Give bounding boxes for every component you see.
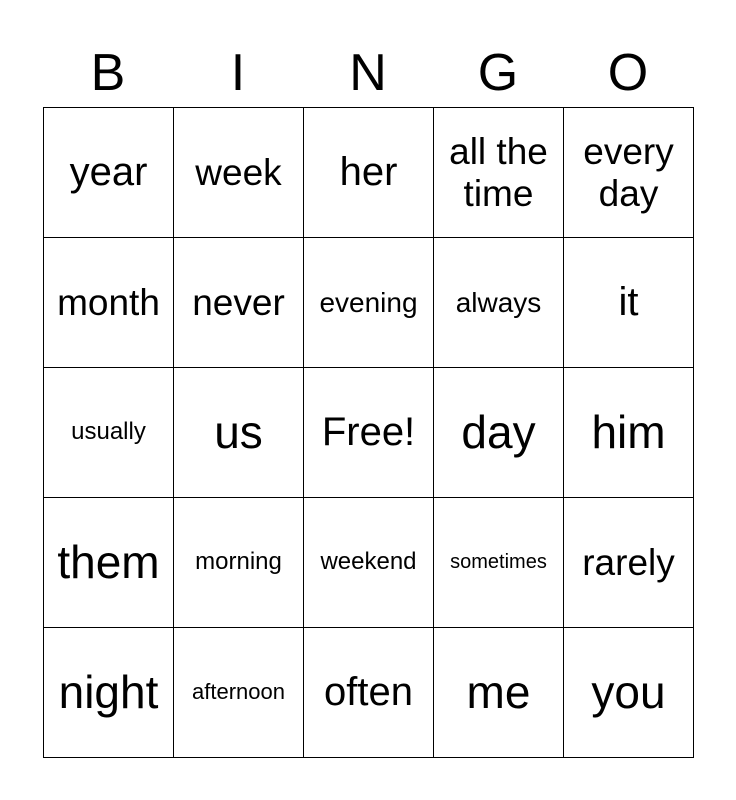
bingo-cell-r3-c5[interactable]: him xyxy=(564,368,694,498)
bingo-cell-r5-c1[interactable]: night xyxy=(44,628,174,758)
bingo-cell-r4-c2[interactable]: morning xyxy=(174,498,304,628)
bingo-cell-r1-c3[interactable]: her xyxy=(304,108,434,238)
bingo-cell-r5-c5[interactable]: you xyxy=(564,628,694,758)
header-letter-b: B xyxy=(90,44,126,102)
bingo-cell-r4-c1[interactable]: them xyxy=(44,498,174,628)
bingo-cell-r1-c1[interactable]: year xyxy=(44,108,174,238)
bingo-board xyxy=(43,107,694,758)
bingo-cell-r3-c1[interactable]: usually xyxy=(44,368,174,498)
bingo-cell-r5-c4[interactable]: me xyxy=(434,628,564,758)
bingo-header xyxy=(43,40,693,106)
bingo-cell-r4-c3[interactable]: weekend xyxy=(304,498,434,628)
bingo-cell-r5-c3[interactable]: often xyxy=(304,628,434,758)
bingo-cell-r1-c2[interactable]: week xyxy=(174,108,304,238)
bingo-cell-r4-c5[interactable]: rarely xyxy=(564,498,694,628)
bingo-cell-r1-c4[interactable]: all the time xyxy=(434,108,564,238)
bingo-cell-r1-c5[interactable]: every day xyxy=(564,108,694,238)
bingo-cell-r5-c2[interactable]: afternoon xyxy=(174,628,304,758)
bingo-cell-r2-c5[interactable]: it xyxy=(564,238,694,368)
header-letter-o: O xyxy=(607,44,649,102)
header-letter-i: I xyxy=(230,44,246,102)
bingo-cell-r2-c2[interactable]: never xyxy=(174,238,304,368)
bingo-cell-r3-c2[interactable]: us xyxy=(174,368,304,498)
bingo-cell-r3-c3[interactable]: Free! xyxy=(304,368,434,498)
bingo-cell-r3-c4[interactable]: day xyxy=(434,368,564,498)
bingo-cell-r2-c4[interactable]: always xyxy=(434,238,564,368)
header-letter-n: N xyxy=(349,44,387,102)
bingo-cell-r2-c1[interactable]: month xyxy=(44,238,174,368)
header-letter-g: G xyxy=(477,44,519,102)
bingo-cell-r4-c4[interactable]: sometimes xyxy=(434,498,564,628)
bingo-cell-r2-c3[interactable]: evening xyxy=(304,238,434,368)
